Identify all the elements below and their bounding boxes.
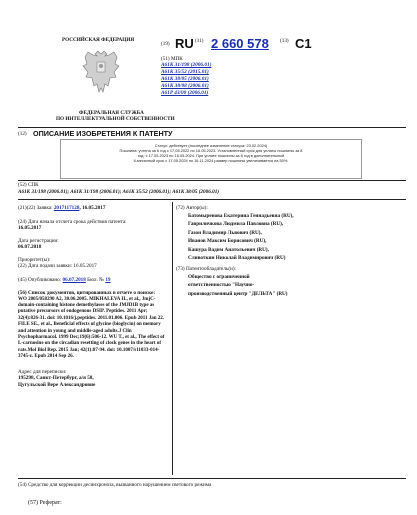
address-line-2: Цугульской Вере Александровне (18, 381, 96, 388)
document-title: ОПИСАНИЕ ИЗОБРЕТЕНИЯ К ПАТЕНТУ (33, 129, 173, 138)
application-label: (21)(22) Заявка: (18, 205, 53, 211)
inid-54: (54) (18, 482, 27, 488)
status-box (60, 139, 362, 179)
published-date-link[interactable]: 06.07.2018 (62, 276, 86, 283)
term-label: (24) Дата начала отсчета срока действия патента: (18, 218, 127, 225)
author-name: Газон Владимир Львович (RU), (188, 229, 262, 236)
published-label: (45) Опубликовано: (18, 276, 62, 283)
author-name: Гавриличкова Людмила Павловна (RU), (188, 221, 284, 228)
inid-57: (57) (28, 500, 38, 506)
invention-title-text: Средство для коррекции десинхроноза, вызванного нарушением светового режима (27, 482, 212, 488)
cpc-classes: A61K 31/198 (2006.01); A61K 31/198 (2006.01); A61K 35/52 (2006.01); A61K 38/05 (2006.01) (18, 189, 220, 195)
divider (18, 127, 406, 128)
cpc-label: (52) СПК (18, 182, 39, 188)
ipc-list (161, 62, 211, 97)
country-label: РОССИЙСКАЯ ФЕДЕРАЦИЯ (62, 37, 135, 43)
fee-text: 6-месячный срок с 17.05.2024 по 16.11.2024 размер пошлины увеличивается на 50%. (133, 158, 289, 163)
owner-label: (73) Патентообладатель(и): (176, 266, 236, 273)
registration-value: 06.07.2018 (18, 244, 42, 250)
patent-number-link[interactable]: 2 660 578 (211, 36, 269, 51)
ipc-link[interactable]: A61K 31/198 (2006.01) (161, 62, 212, 68)
owner-line: производственный центр "ДЕЛЬТА" (RU) (188, 290, 288, 297)
divider (18, 478, 406, 479)
agency-line-2: ПО ИНТЕЛЛЕКТУАЛЬНОЙ СОБСТВЕННОСТИ (56, 116, 175, 122)
inid-13: (13) (280, 38, 289, 44)
authors-label: (72) Автор(ы): (176, 205, 208, 211)
application-number-link[interactable]: 2017117128 (53, 205, 80, 211)
author-name: Иванов Максим Борисович (RU), (188, 238, 267, 245)
owner-line: ответственностью "Научно- (188, 282, 255, 289)
priority-value: (22) Дата подачи заявки: 16.05.2017 (18, 263, 97, 269)
term-value: 16.05.2017 (18, 225, 42, 231)
inid-11: (11) (195, 38, 204, 44)
ipc-link[interactable]: A61P 43/00 (2006.01) (161, 90, 209, 96)
abstract-heading (28, 500, 62, 508)
bibliographic-left-column (18, 205, 168, 388)
address-label: Адрес для переписки: (18, 368, 67, 375)
owner-line: Общество с ограниченной (188, 273, 250, 280)
references-label: (56) Список документов, цитированных в отчете о поиске: (18, 290, 156, 296)
inid-12: (12) (18, 131, 27, 137)
author-name: Сливоткин Николай Владимирович (RU) (188, 255, 286, 262)
invention-title (18, 482, 211, 489)
authors-list (176, 212, 408, 264)
priority-label: Приоритет(ы): (18, 256, 51, 263)
fee-text: Пошлина: учтена за 6 год с 17.05.2022 по 16.05.2023. Установленный срок для уплаты пошлины за 8 (119, 148, 303, 153)
country-code: RU (175, 36, 194, 51)
owner-block (176, 273, 408, 299)
application-date: , 16.05.2017 (79, 205, 106, 211)
ipc-link[interactable]: A61K 35/52 (2015.01) (161, 69, 209, 75)
address-line-1: 195298, Санкт-Петербург, а/я 58, (18, 375, 94, 382)
inid-19: (19) (161, 41, 170, 47)
column-divider (172, 202, 173, 475)
bibliographic-right-column (176, 205, 408, 298)
divider (18, 199, 406, 200)
references-text: WO 2005/058290 A2, 30.06.2005. MIKHALEVA II., et al., JmjC-domain-containing histone demethylases of the JMJD1B type as putative precursors of endogenous DSIP. Peptides. 2011 Apr; 32(4):826-31. doi: 10.1016/j.peptides. 2011.01.006. Epub 2011 Jan 22. FILE SE., et al., Beneficial effects of glycine (bioglycin) on memory and attention in young and middle-aged adults.J Clin Psychopharmacol. 1999 Dec;19(6):506-12. WU T., et al., The effect of L-carnosine on the circadian resetting of clock genes in the heart of rats.Mol Biol Rep. 2015 Jan; 42(1):87-94. doi: 10.1007/s11033-014-3745-z. Epub 2014 Sep 26. (18, 296, 165, 360)
status-text: Статус: действует (последнее изменение статуса: 23.02.2024) (154, 143, 268, 148)
divider (18, 180, 406, 181)
inid-51-label: (51) МПК (161, 56, 183, 62)
abstract-label: Реферат: (39, 500, 62, 506)
ipc-link[interactable]: A61K 38/08 (2006.01) (161, 83, 209, 89)
registration-label: Дата регистрации: (18, 237, 59, 244)
author-name: Батомыренова Екатерина Геннадьевна (RU), (188, 212, 294, 219)
author-name: Кашура Вадим Анатольевич (RU), (188, 246, 269, 253)
fee-text: год: с 17.05.2023 по 16.05.2024. При уплате пошлины за 8 год в дополнительный (137, 153, 285, 158)
double-headed-eagle-icon (81, 48, 121, 96)
bulletin-label: Бюл. № (85, 276, 105, 283)
kind-code: C1 (295, 36, 312, 51)
coat-of-arms-emblem (81, 48, 121, 96)
agency-line-1: ФЕДЕРАЛЬНАЯ СЛУЖБА (79, 110, 144, 116)
bulletin-number-link[interactable]: 19 (105, 276, 111, 283)
ipc-link[interactable]: A61K 38/05 (2006.01) (161, 76, 209, 82)
